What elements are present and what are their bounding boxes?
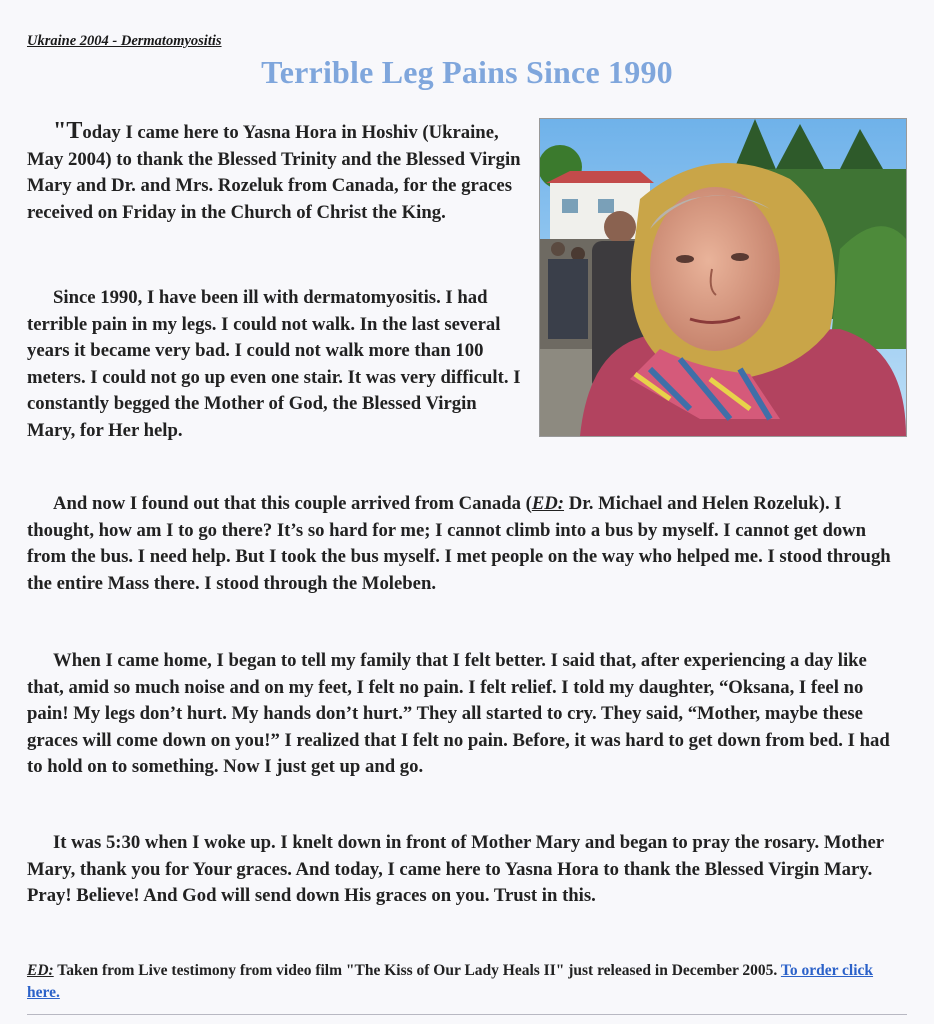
paragraph-5-text: It was 5:30 when I woke up. I knelt down in front of Mother Mary and began to pray the rosary. Mother Mary, thank you for Your graces. And today, I came here to Yasna Hora to thank the Blessed Virgin Mary. Pray! Believe! And God will send down His graces on you. Trust in this.	[27, 832, 884, 906]
page-title: Terrible Leg Pains Since 1990	[261, 54, 673, 90]
paragraph-4-text: When I came home, I began to tell my family that I felt better. I said that, after experiencing a day like that, amid so much noise and on my feet, I felt no pain. I felt relief. I told my daughter, “Oksana, I feel no pain! My legs don’t hurt. My hands don’t hurt.” They all started to cry. They said, “Mother, maybe these graces will come down on you!” I realized that I felt no pain. Before, it was hard to get down from bed. I had to hold on to something. Now I just get up and go.	[27, 650, 890, 777]
woman-photo	[539, 118, 907, 437]
paragraph-2-text: Since 1990, I have been ill with dermatomyositis. I had terrible pain in my legs. I could not walk. In the last several years it became very bad. I could not walk more than 100 meters. I could not go up even one stair. It was very difficult. I constantly begged the Mother of God, the Blessed Virgin Mary, for Her help.	[27, 287, 521, 441]
order-link[interactable]: To order click here.	[27, 962, 874, 1001]
woman-photo-icon	[540, 119, 906, 436]
paragraph-3-text-a: And now I found out that this couple arrived from Canada (	[53, 493, 532, 514]
editor-note-label: ED:	[531, 493, 565, 514]
testimony-paragraph-2	[27, 285, 527, 444]
footer-ed-label: ED:	[27, 962, 54, 979]
testimony-paragraph-3	[27, 491, 907, 597]
section-kicker: Ukraine 2004 - Dermatomyositis	[27, 33, 222, 49]
paragraph-1-text: oday I came here to Yasna Hora in Hoshiv (Ukraine, May 2004) to thank the Blessed Trinity and the Blessed Virgin Mary and Dr. and Mrs. Rozeluk from Canada, for the graces received on Friday in the Church of Christ the King.	[27, 122, 521, 223]
footer-text: Taken from Live testimony from video film "The Kiss of Our Lady Heals II" just released in December 2005.	[53, 962, 781, 979]
testimony-paragraph-4	[27, 648, 907, 781]
footer-note	[27, 960, 907, 1004]
testimony-paragraph-5	[27, 830, 907, 910]
paragraph-3-text-b: Dr. Michael and Helen Rozeluk). I thought, how am I to go there? It’s so hard for me; I cannot climb into a bus by myself. I cannot get down from the bus. I need help. But I took the bus myself. I met people on the way who helped me. I stood through the entire Mass there. I stood through the Moleben.	[27, 493, 891, 594]
testimony-paragraph-1	[27, 118, 527, 226]
footer-divider	[27, 1014, 907, 1015]
drop-quote-letter: "T	[53, 118, 83, 144]
